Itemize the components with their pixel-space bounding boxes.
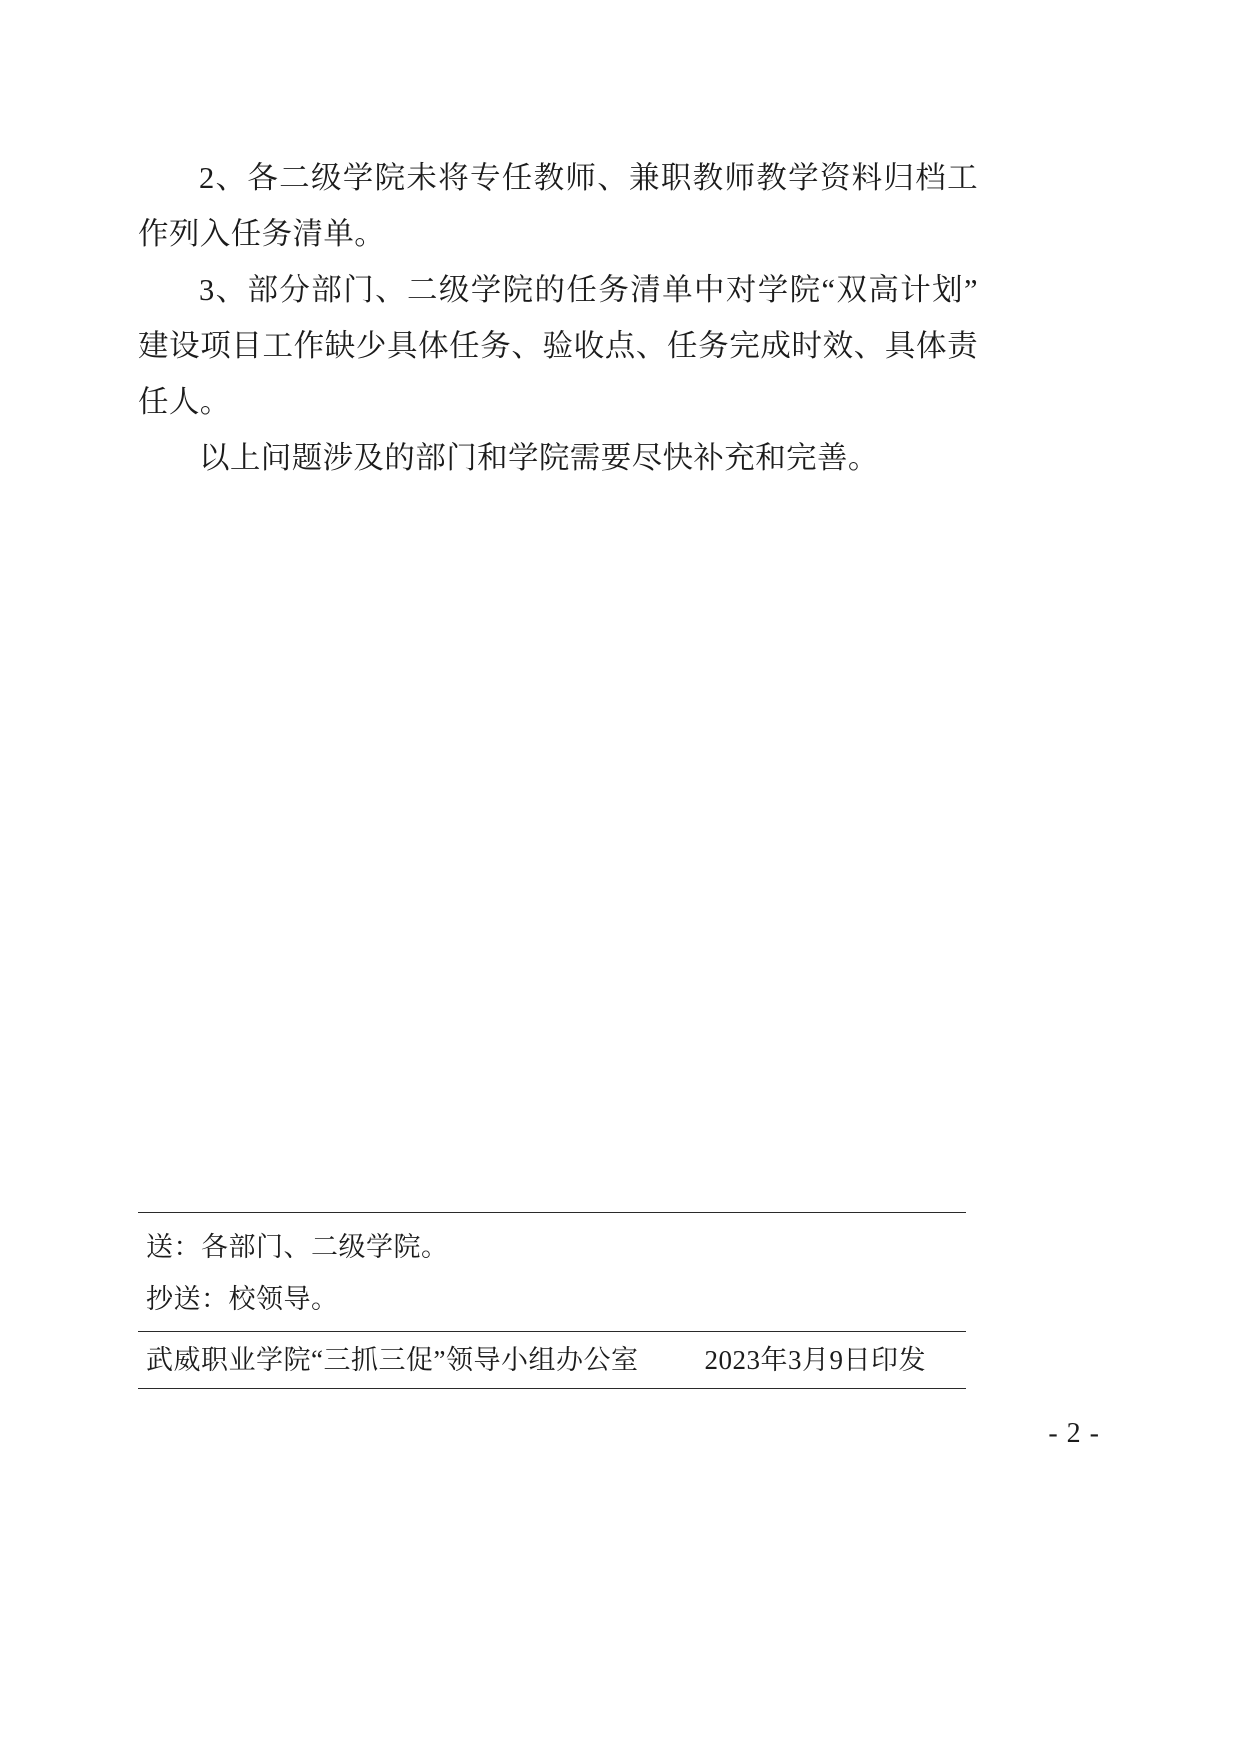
distribution-line: 送：各部门、二级学院。: [146, 1232, 449, 1262]
footer-bottom-divider: [138, 1388, 966, 1389]
paragraph-item-2: 2、各二级学院未将专任教师、兼职教师教学资料归档工作列入任务清单。: [138, 161, 978, 251]
paragraph-closing: 以上问题涉及的部门和学院需要尽快补充和完善。: [199, 441, 879, 475]
issuer-organization: 武威职业学院“三抓三促”领导小组办公室: [146, 1345, 639, 1375]
document-footer: [138, 1212, 966, 1389]
paragraph-item-3: 3、部分部门、二级学院的任务清单中对学院“双高计划”建设项目工作缺少具体任务、验收点、任务完成时效、具体责任人。: [138, 273, 978, 419]
page-number: - 2 -: [1048, 1418, 1100, 1449]
copy-to-line: 抄送：校领导。: [146, 1284, 339, 1314]
distribution-block: [138, 1213, 966, 1331]
issue-date: 2023年3月9日印发: [704, 1345, 926, 1375]
document-body: [138, 150, 978, 486]
issuer-row: [138, 1332, 966, 1388]
